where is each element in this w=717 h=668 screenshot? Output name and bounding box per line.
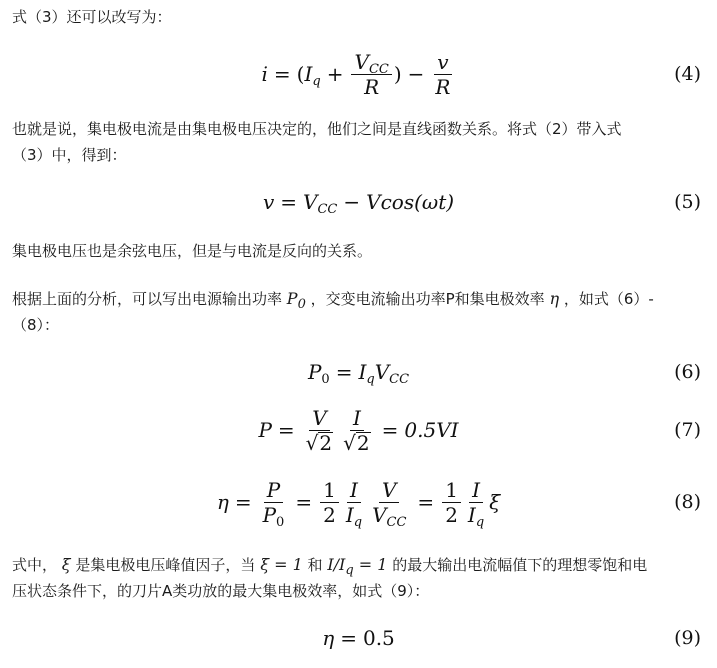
analysis-line1: 根据上面的分析，可以写出电源输出功率 $P_0$ ，交变电流输出功率P和集电极效率 η ，如式（6）- xyxy=(12,289,654,312)
equation-7 xyxy=(0,400,717,460)
eq8-number: (8) xyxy=(674,491,701,513)
eq8-xi: ξ xyxy=(489,490,501,514)
eq4-i: i xyxy=(261,62,268,86)
equation-6 xyxy=(0,342,717,402)
eq4-Iq: $I_q$ xyxy=(304,62,321,89)
eq5-Vcc: $V_{CC}$ xyxy=(303,190,338,217)
eq6-Iq: $I_q$ xyxy=(358,360,375,387)
eq7-frac-i-sqrt2: I √ 2 xyxy=(343,405,370,455)
eq5-minus: − xyxy=(343,190,361,214)
eq4-lparen: ( xyxy=(296,62,305,86)
analysis-line2: （8）： xyxy=(12,316,60,334)
eq7-rhs: 0.5VI xyxy=(404,418,459,442)
eq4-equals: = xyxy=(273,62,291,86)
eq6-P0: $P_0$ xyxy=(307,360,330,387)
linear-relation-line2: （3）中，得到： xyxy=(12,146,127,164)
inline-cond-i-iq: $I/I_q = 1$ xyxy=(327,555,388,578)
eq4-number: (4) xyxy=(674,63,701,85)
equation-8 xyxy=(0,472,717,532)
eq6-equals: = xyxy=(335,360,353,384)
text-paragraph-cosine xyxy=(12,238,702,264)
eq4-minus: − xyxy=(407,62,425,86)
eq6-Vcc: $V_{CC}$ xyxy=(374,360,410,387)
eq4-plus: + xyxy=(326,62,344,86)
eq7-equals-2: = xyxy=(381,418,399,442)
eq5-rhs: Vcos(ωt) xyxy=(366,190,455,214)
eq5-number: (5) xyxy=(674,191,701,213)
inline-cond-xi: ξ = 1 xyxy=(260,555,303,574)
eq9-rhs: 0.5 xyxy=(362,626,395,650)
eq5-equals: = xyxy=(280,190,298,214)
eq7-equals: = xyxy=(277,418,295,442)
text-paragraph-intro xyxy=(12,4,702,30)
eq8-frac-half-2: $\frac{1}{2}$ xyxy=(442,479,461,526)
eq6-number: (6) xyxy=(674,361,701,383)
eq8-frac-i-iq: $\frac{I}{I_q}$ xyxy=(345,477,363,530)
eq4-frac-v-r: $\frac{v}{R}$ xyxy=(435,49,451,99)
equation-6-body xyxy=(0,342,717,402)
eq8-eta: η xyxy=(216,490,229,514)
inline-P0: $P_0$ xyxy=(286,289,306,312)
eq8-equals-3: = xyxy=(417,490,435,514)
equation-9-body xyxy=(0,608,717,668)
eq5-v: v xyxy=(262,190,275,214)
eq8-frac-p-p0: $\frac{P}{P_0}$ xyxy=(262,477,285,530)
eq9-number: (9) xyxy=(674,627,701,649)
efficiency-line1: 式中， ξ 是集电极电压峰值因子，当 ξ = 1 和 $I/I_q = 1$ 的最大输出电流幅值下的理想零饱和电 xyxy=(12,555,648,578)
equation-4-body xyxy=(0,44,717,104)
eq8-frac-i-iq-2: $\frac{I}{I_q}$ xyxy=(467,477,485,530)
eq9-eta: η xyxy=(322,626,335,650)
equation-8-body xyxy=(0,472,717,532)
intro-text: 式（3）还可以改写为： xyxy=(12,8,172,26)
efficiency-line2: 压状态条件下，的刀片A类功放的最大集电极效率，如式（9）： xyxy=(12,582,430,600)
eq9-equals: = xyxy=(340,626,357,650)
equation-5-body xyxy=(0,172,717,232)
inline-xi: ξ xyxy=(61,555,71,574)
linear-relation-line1: 也就是说，集电极电流是由集电极电压决定的，他们之间是直线函数关系。将式（2）带入式 xyxy=(12,120,622,138)
inline-eta: η xyxy=(549,289,560,308)
eq8-frac-v-vcc: $\frac{V}{V_{CC}}$ xyxy=(372,477,407,530)
eq8-equals-2: = xyxy=(295,490,313,514)
eq4-frac-vcc-r: $\frac{V_{CC}}{R}$ xyxy=(351,51,391,98)
equation-7-body xyxy=(0,400,717,460)
text-paragraph-linear-relation xyxy=(12,116,702,168)
equation-5 xyxy=(0,172,717,232)
eq7-frac-v-sqrt2: V √ 2 xyxy=(305,405,333,455)
eq7-P: P xyxy=(258,418,272,442)
equation-4 xyxy=(0,44,717,104)
eq7-number: (7) xyxy=(674,419,701,441)
equation-9 xyxy=(0,608,717,668)
text-paragraph-efficiency xyxy=(12,552,702,604)
cosine-text: 集电极电压也是余弦电压，但是与电流是反向的关系。 xyxy=(12,242,373,260)
eq8-equals: = xyxy=(234,490,252,514)
eq4-rparen: ) xyxy=(393,62,402,86)
text-paragraph-analysis xyxy=(12,286,702,338)
eq8-frac-half: $\frac{1}{2}$ xyxy=(320,479,339,526)
